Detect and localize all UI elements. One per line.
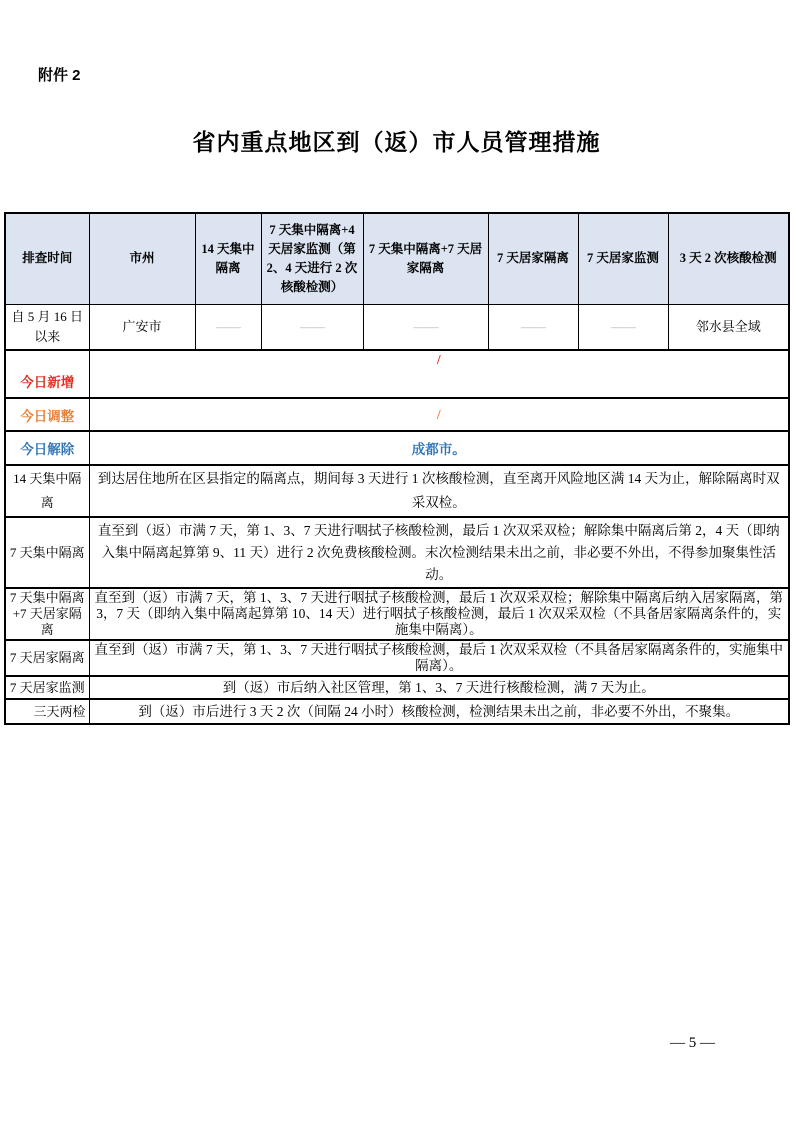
definition-term: 7 天集中隔离 — [5, 517, 89, 588]
row-today-adjusted — [5, 398, 789, 431]
col-header-7d-central-4d-home-monitor: 7 天集中隔离+4 天居家监测（第 2、4 天进行 2 次核酸检测） — [261, 213, 363, 304]
definition-term: 三天两检 — [5, 699, 89, 724]
table-header-row — [5, 213, 789, 304]
row-today-new — [5, 350, 789, 398]
definition-term: 7 天居家隔离 — [5, 640, 89, 676]
definition-term: 14 天集中隔离 — [5, 465, 89, 517]
col-header-7d-home-monitor: 7 天居家监测 — [578, 213, 668, 304]
definition-text: 到（返）市后纳入社区管理，第 1、3、7 天进行核酸检测，满 7 天为止。 — [89, 676, 789, 699]
today-released-value: 成都市。 — [89, 431, 789, 465]
definition-text: 直至到（返）市满 7 天，第 1、3、7 天进行咽拭子核酸检测，最后 1 次双采双检；解除集中隔离后纳入居家隔离，第 3，7 天（即纳入集中隔离起算第 10、14 天）进行咽拭子核酸检测，最后 1 次双采双检（不具备居家隔离条件的，实施集中隔离）。 — [89, 588, 789, 640]
page-title: 省内重点地区到（返）市人员管理措施 — [192, 129, 601, 155]
cell-dash: —— — [195, 304, 261, 350]
definition-row-7d-home-quarantine — [5, 640, 789, 676]
today-new-value: / — [89, 350, 789, 398]
definition-text: 直至到（返）市满 7 天，第 1、3、7 天进行咽拭子核酸检测，最后 1 次双采双检（不具备居家隔离条件的，实施集中隔离）。 — [89, 640, 789, 676]
cell-dash: —— — [363, 304, 488, 350]
col-header-7d-home-quarantine: 7 天居家隔离 — [488, 213, 578, 304]
col-header-7d-central-7d-home-quarantine: 7 天集中隔离+7 天居家隔离 — [363, 213, 488, 304]
definition-text: 到（返）市后进行 3 天 2 次（间隔 24 小时）核酸检测，检测结果未出之前，非必要不外出，不聚集。 — [89, 699, 789, 724]
col-header-14d-central-quarantine: 14 天集中隔离 — [195, 213, 261, 304]
today-adjusted-label: 今日调整 — [5, 398, 89, 431]
data-row-guangan — [5, 304, 789, 350]
definition-row-7d-home-monitor — [5, 676, 789, 699]
cell-dash: —— — [261, 304, 363, 350]
cell-dash: —— — [488, 304, 578, 350]
cell-dash: —— — [578, 304, 668, 350]
definition-row-14d-central — [5, 465, 789, 517]
measures-table — [4, 212, 790, 725]
col-header-3d-2-tests: 3 天 2 次核酸检测 — [668, 213, 789, 304]
col-header-city: 市州 — [89, 213, 195, 304]
row-today-released — [5, 431, 789, 465]
definition-row-7d-central — [5, 517, 789, 588]
today-released-label: 今日解除 — [5, 431, 89, 465]
attachment-label: 附件 2 — [38, 67, 81, 84]
cell-affected-area: 邻水县全域 — [668, 304, 789, 350]
today-adjusted-value: / — [89, 398, 789, 431]
definition-row-3d-2-tests — [5, 699, 789, 724]
cell-city: 广安市 — [89, 304, 195, 350]
page-number: — 5 — — [670, 1035, 715, 1051]
definition-text: 直至到（返）市满 7 天，第 1、3、7 天进行咽拭子核酸检测，最后 1 次双采双检；解除集中隔离后第 2，4 天（即纳入集中隔离起算第 9、11 天）进行 2 次免费核酸检测。末次检测结果未出之前，非必要不外出，不得参加聚集性活动。 — [89, 517, 789, 588]
definition-term: 7 天集中隔离+7 天居家隔离 — [5, 588, 89, 640]
definition-row-7d-central-7d-home — [5, 588, 789, 640]
today-new-label: 今日新增 — [5, 350, 89, 398]
cell-screening-time: 自 5 月 16 日以来 — [5, 304, 89, 350]
definition-text: 到达居住地所在区县指定的隔离点，期间每 3 天进行 1 次核酸检测，直至离开风险地区满 14 天为止，解除隔离时双采双检。 — [89, 465, 789, 517]
col-header-screening-time: 排查时间 — [5, 213, 89, 304]
definition-term: 7 天居家监测 — [5, 676, 89, 699]
